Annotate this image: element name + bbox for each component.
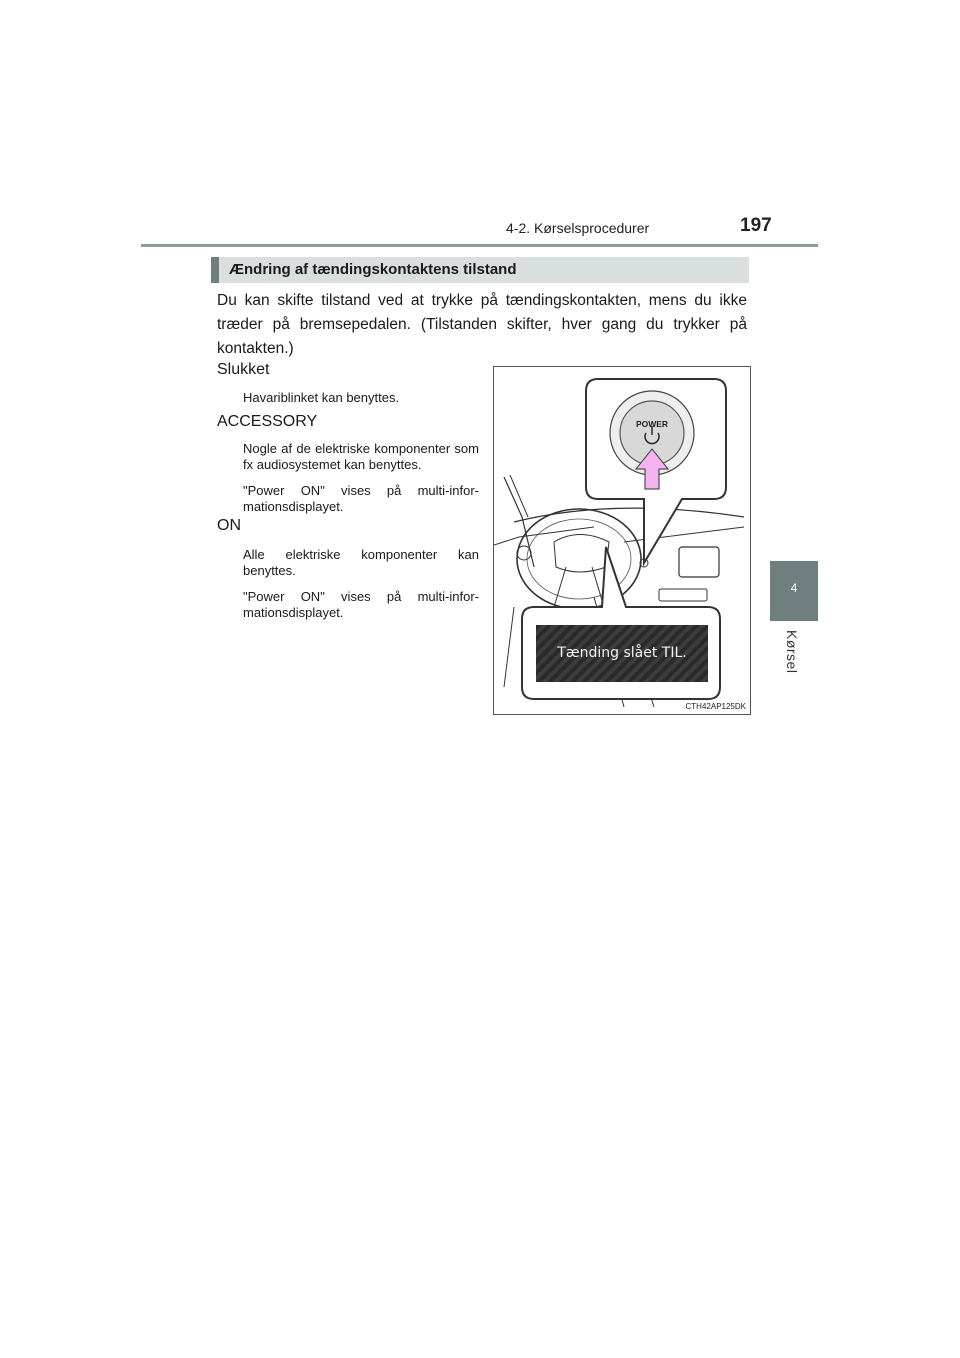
mode-title-off: Slukket	[217, 361, 270, 378]
display-message: Tænding slået TIL.	[557, 645, 687, 661]
chapter-tab	[770, 561, 818, 621]
page-number: 197	[740, 215, 772, 236]
mode-desc-on-2: "Power ON" vises på multi-infor-mationsdisplayet.	[243, 589, 479, 620]
mode-title-accessory: ACCESSORY	[217, 413, 318, 430]
mode-desc-accessory-2: "Power ON" vises på multi-infor-mationsdisplayet.	[243, 483, 479, 514]
section-heading-bar	[211, 257, 749, 283]
mode-title-on: ON	[217, 517, 241, 534]
chapter-number: 4	[790, 581, 798, 595]
chapter-label: Kørsel	[784, 630, 800, 674]
mode-desc-off-1: Havariblinket kan benyttes.	[243, 390, 400, 405]
figure-code: CTH42AP125DK	[685, 702, 746, 711]
header-divider	[141, 244, 818, 247]
intro-paragraph: Du kan skifte tilstand ved at trykke på tændingskontakten, mens du ikke træder på bremsepedalen. (Tilstanden skifter, hver gang du trykker på kontakten.)	[217, 292, 747, 357]
mode-desc-on-1: Alle elektriske komponenter kan benyttes.	[243, 547, 479, 578]
header-section-title: 4-2. Kørselsprocedurer	[506, 220, 650, 236]
section-heading: Ændring af tændingskontaktens tilstand	[229, 261, 517, 278]
multi-information-display	[536, 625, 708, 682]
mode-desc-accessory-1: Nogle af de elektriske komponenter som fx audiosystemet kan benyttes.	[243, 441, 479, 472]
heading-accent	[211, 257, 219, 283]
power-button-label: POWER	[635, 419, 669, 429]
dashboard-illustration	[493, 366, 751, 715]
